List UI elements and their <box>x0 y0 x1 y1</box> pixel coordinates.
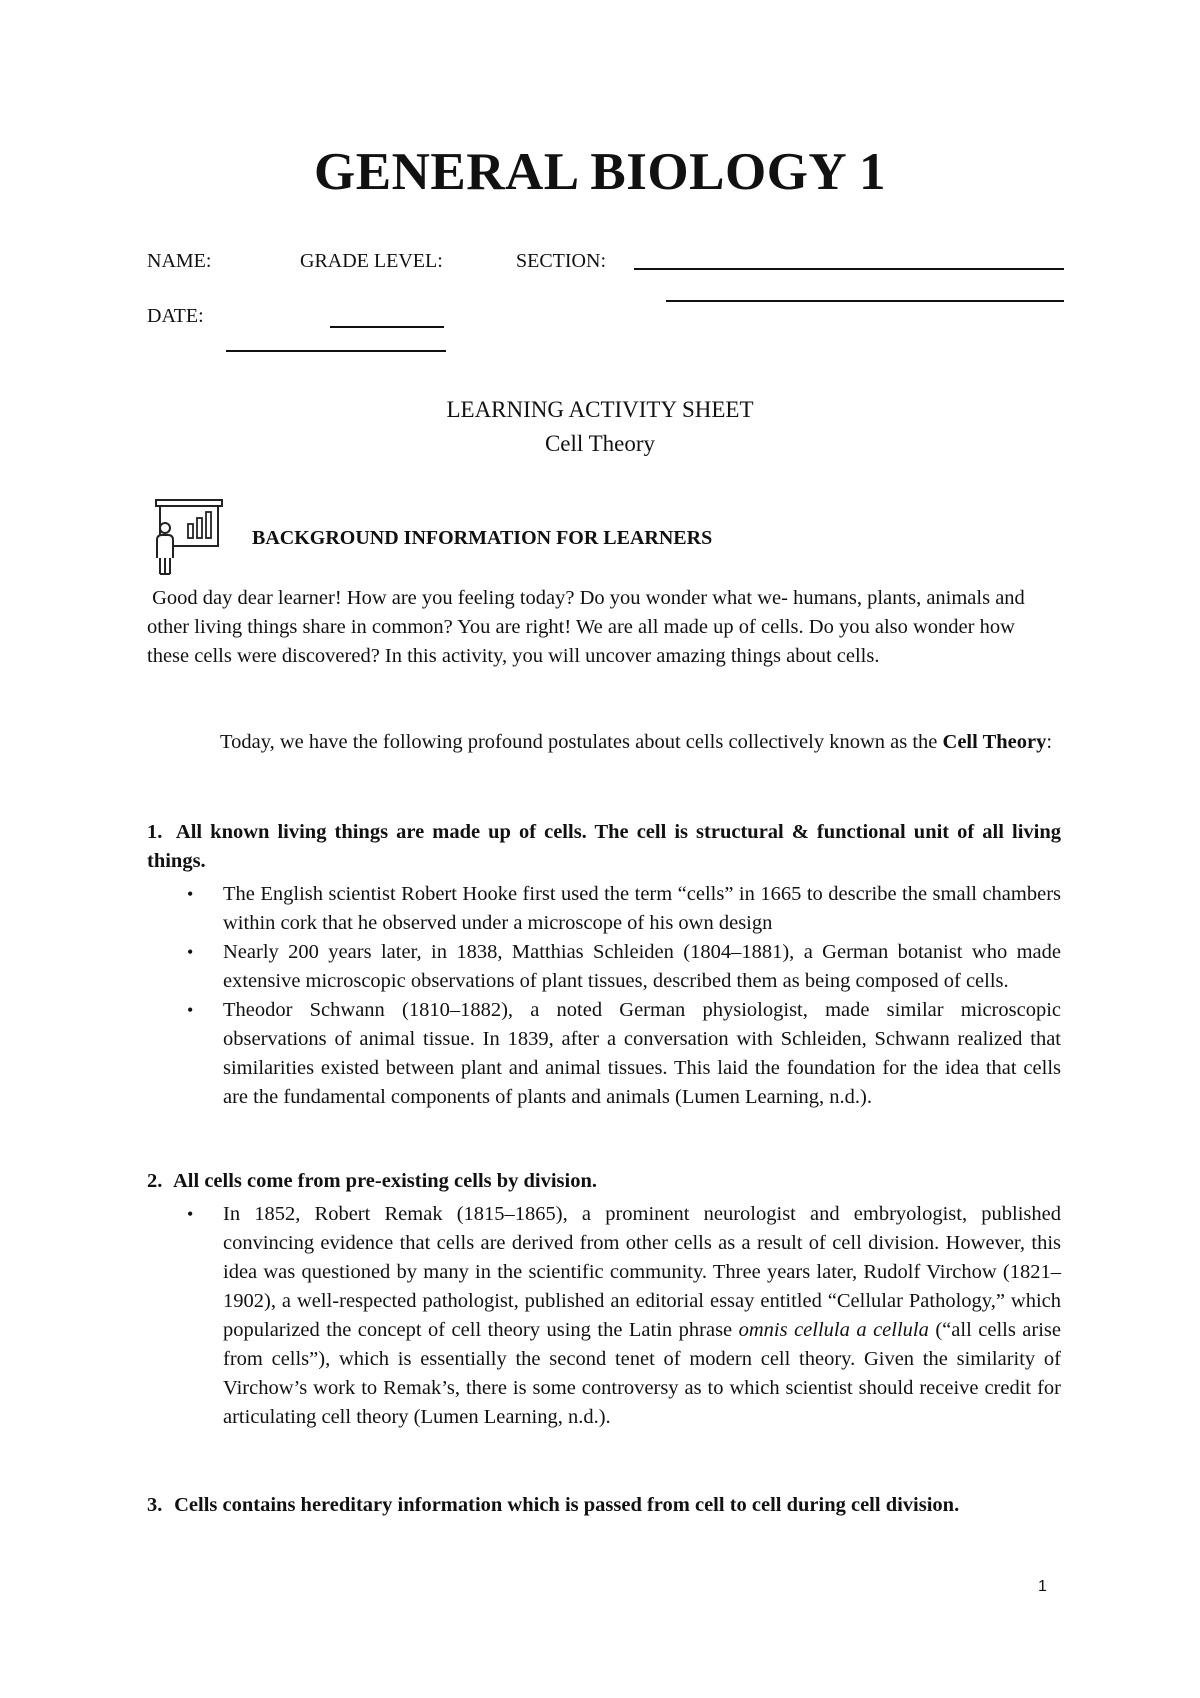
list-item: • The English scientist Robert Hooke first used the term “cells” in 1665 to describe the small chambers within cork that he observed under a microscope of his own design <box>187 880 1061 938</box>
remak-text-b: (“all cells arise from cells”), which is essentially the second tenet of modern cell theory. Given the similarity of Virchow’s work to Remak’s, there is some controversy as to which scientist should receive credit for articulating cell theory (Lumen Learning, n.d.). <box>223 1319 1061 1428</box>
section-underline[interactable] <box>634 268 1064 270</box>
remak-text-a: In 1852, Robert Remak (1815–1865), a prominent neurologist and embryologist, published convincing evidence that cells are derived from other cells as a result of cell division. However, this idea was questioned by many in the scientific community. Three years later, Rudolf Virchow (1821–1902), a well-respected pathologist, published an editorial essay entitled “Cellular Pathology,” which popularized the concept of cell theory using the Latin phrase <box>223 1203 1061 1341</box>
latin-phrase: omnis cellula a cellula <box>738 1319 929 1341</box>
background-heading: BACKGROUND INFORMATION FOR LEARNERS <box>252 527 713 549</box>
date-underline[interactable] <box>330 326 444 328</box>
list-item: • Theodor Schwann (1810–1882), a noted German physiologist, made similar microscopic observations of animal tissue. In 1839, after a conversation with Schleiden, Schwann realized that similarities existed between plant and animal tissues. This laid the foundation for the idea that cells are the fundamental components of plants and animals (Lumen Learning, n.d.). <box>187 996 1061 1112</box>
cell-theory-intro <box>147 728 1061 757</box>
postulate-3-number: 3. <box>147 1494 163 1516</box>
list-item <box>187 1200 1061 1432</box>
grade-underline[interactable] <box>226 350 446 352</box>
today-prefix: Today, we have the following profound postulates about cells collectively known as the <box>220 731 943 753</box>
grade-level-label: GRADE LEVEL: <box>300 250 443 272</box>
presentation-board-icon <box>146 496 226 576</box>
list-item: • Nearly 200 years later, in 1838, Matthias Schleiden (1804–1881), a German botanist who made extensive microscopic observations of plant tissues, described them as being composed of cells. <box>187 938 1061 996</box>
postulate-2-text: All cells come from pre-existing cells by division. <box>173 1170 598 1192</box>
section-label: SECTION: <box>516 250 606 272</box>
cell-theory-term: Cell Theory <box>942 731 1047 753</box>
postulate-2 <box>147 1167 1061 1196</box>
page-title: GENERAL BIOLOGY 1 <box>314 143 886 201</box>
postulate-3-text: Cells contains hereditary information which is passed from cell to cell during cell division. <box>174 1494 960 1516</box>
postulate-1-bullets <box>187 880 1061 1112</box>
name-label: NAME: <box>147 250 212 272</box>
postulate-1 <box>147 818 1061 876</box>
intro-text: Good day dear learner! How are you feeling today? Do you wonder what we- humans, plants, animals and other living things share in common? You are right! We are all made up of cells. Do you also wonder how these cells were discovered? In this activity, you will uncover amazing things about cells. <box>147 587 1025 667</box>
name-underline[interactable] <box>666 300 1064 302</box>
today-suffix: : <box>1046 731 1053 753</box>
postulate-1-text: All known living things are made up of cells. The cell is structural & functional unit of all living things. <box>147 821 1061 872</box>
postulate-2-number: 2. <box>147 1170 163 1192</box>
page-number: 1 <box>1038 1578 1047 1595</box>
postulate-1-number: 1. <box>147 821 163 843</box>
intro-paragraph <box>147 584 1061 671</box>
date-label: DATE: <box>147 305 204 327</box>
sheet-type: LEARNING ACTIVITY SHEET <box>446 397 754 422</box>
sheet-topic: Cell Theory <box>544 431 656 456</box>
postulate-3 <box>147 1491 1061 1520</box>
postulate-2-bullets <box>187 1200 1061 1432</box>
